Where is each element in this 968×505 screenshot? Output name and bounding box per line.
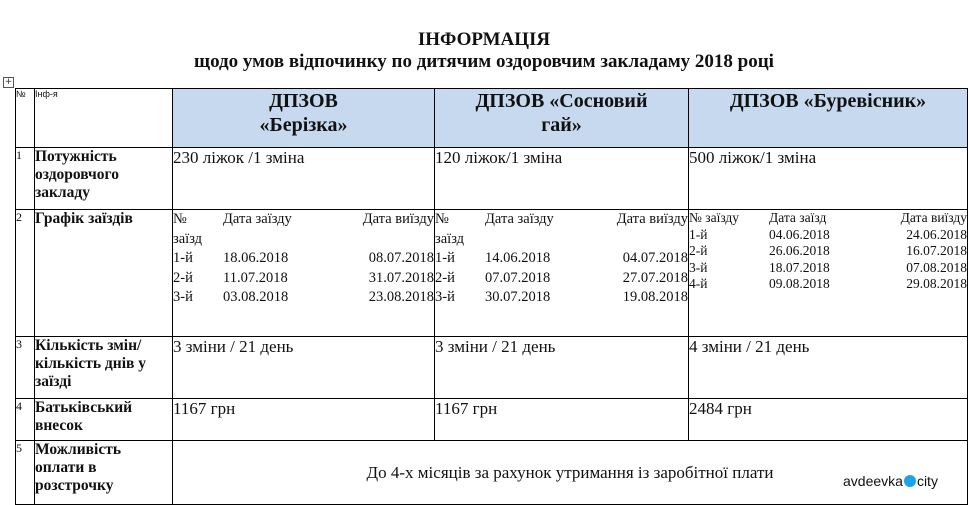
schedule-header-cont [173, 230, 434, 250]
arrival-date: 07.07.2018 [485, 269, 551, 286]
shift-number: 1-й [435, 250, 455, 266]
schedule-col-number: № [173, 211, 187, 227]
arrival-date: 26.06.2018 [769, 243, 830, 258]
row-label: Графік заїздів [35, 210, 173, 337]
arrival-date: 03.08.2018 [223, 289, 289, 305]
camp-name-line2: «Берізка» [259, 114, 348, 136]
watermark-text-part2: city [916, 473, 938, 489]
row-label: Можливість оплати в розстрочку [35, 441, 173, 505]
schedule-row [689, 227, 967, 244]
arrival-date: 11.07.2018 [223, 269, 288, 286]
schedule-header [689, 210, 967, 227]
table-row [16, 337, 968, 399]
departure-date: 27.07.2018 [622, 269, 688, 286]
shift-number: 3-й [173, 289, 193, 305]
schedule-sosnovyi-hai [435, 210, 689, 337]
schedule-row [435, 269, 688, 289]
capacity-sosnovyi-hai: 120 ліжок/1 зміна [435, 148, 689, 210]
shift-number: 3-й [689, 259, 708, 275]
table-move-handle-icon[interactable]: + [4, 77, 13, 87]
departure-date: 23.08.2018 [368, 289, 434, 305]
departure-date: 19.08.2018 [622, 289, 688, 305]
document-subtitle: щодо умов відпочинку по дитячим оздоровчим закладаму 2018 році [194, 51, 774, 72]
arrival-date: 18.06.2018 [223, 250, 289, 266]
watermark-logo [843, 470, 938, 492]
schedule-col-number-cont: заїзд [173, 230, 203, 247]
shift-number: 2-й [435, 269, 455, 286]
row-number: 2 [16, 210, 35, 337]
schedule-row [689, 243, 967, 260]
camp-name-line1: ДПЗОВ «Буревісник» [729, 90, 927, 112]
row-number: 3 [16, 337, 35, 399]
shift-number: 3-й [435, 289, 455, 305]
camp-header-berizka [173, 89, 435, 148]
departure-date: 16.07.2018 [906, 243, 967, 258]
row-label: Кількість змін/кількість днів у заїзді [35, 337, 173, 399]
capacity-berizka: 230 ліжок /1 зміна [173, 148, 435, 210]
arrival-date: 18.07.2018 [769, 259, 830, 275]
schedule-row [173, 269, 434, 289]
camp-name-line1: ДПЗОВ «Сосновий [475, 90, 648, 112]
camp-name-line2: гай» [541, 114, 582, 136]
schedule-burevisnyk [689, 210, 968, 337]
row-label: Батьківський внесок [35, 399, 173, 441]
schedule-header [173, 210, 434, 230]
arrival-date: 04.06.2018 [769, 226, 830, 242]
shifts-burevisnyk: 4 зміни / 21 день [689, 337, 968, 399]
schedule-row [173, 288, 434, 308]
shift-number: 1-й [689, 226, 708, 242]
table-row [16, 148, 968, 210]
schedule-col-number: № [435, 211, 449, 227]
schedule-row [173, 249, 434, 269]
schedule-col-departure: Дата виїзду [362, 211, 434, 227]
table-header-row [16, 89, 968, 148]
row-label: Потужність оздоровчого закладу [35, 148, 173, 210]
schedule-header-cont [435, 230, 688, 250]
schedule-header [435, 210, 688, 230]
schedule-col-departure: Дата виїзду [900, 210, 967, 225]
camp-header-sosnovyi-hai [435, 89, 689, 148]
shift-number: 2-й [689, 243, 708, 258]
schedule-col-departure: Дата виїзду [616, 211, 688, 227]
header-info: Інф-я [35, 89, 173, 148]
shifts-berizka: 3 зміни / 21 день [173, 337, 435, 399]
fee-berizka: 1167 грн [173, 399, 435, 441]
fee-sosnovyi-hai: 1167 грн [435, 399, 689, 441]
departure-date: 08.07.2018 [368, 250, 434, 266]
shift-number: 2-й [173, 269, 193, 286]
arrival-date: 30.07.2018 [485, 289, 551, 305]
row-number: 5 [16, 441, 35, 505]
schedule-col-number-cont: заїзд [435, 230, 465, 247]
shifts-sosnovyi-hai: 3 зміни / 21 день [435, 337, 689, 399]
table-row [16, 210, 968, 337]
document-title: ІНФОРМАЦІЯ [417, 29, 551, 50]
fee-burevisnyk: 2484 грн [689, 399, 968, 441]
installment-info: До 4-х місяців за рахунок утримання із заробітної плати [173, 441, 968, 505]
watermark-dot-icon [904, 475, 916, 487]
departure-date: 04.07.2018 [622, 250, 688, 266]
camp-name-line1: ДПЗОВ [269, 90, 338, 112]
camp-header-burevisnyk [689, 89, 968, 148]
row-number: 4 [16, 399, 35, 441]
header-number: № [16, 89, 35, 148]
departure-date: 07.08.2018 [906, 259, 967, 275]
departure-date: 24.06.2018 [906, 226, 967, 242]
schedule-col-arrival: Дата заїзду [223, 211, 292, 227]
watermark-text-part1: avdeevka [843, 473, 903, 489]
arrival-date: 09.08.2018 [769, 276, 830, 291]
schedule-row [689, 276, 967, 293]
shift-number: 1-й [173, 250, 193, 266]
table-row [16, 441, 968, 505]
arrival-date: 14.06.2018 [485, 250, 551, 266]
schedule-row [435, 249, 688, 269]
departure-date: 31.07.2018 [368, 269, 434, 286]
departure-date: 29.08.2018 [906, 276, 967, 291]
schedule-col-number: № заїзду [689, 210, 740, 225]
row-number: 1 [16, 148, 35, 210]
capacity-burevisnyk: 500 ліжок/1 зміна [689, 148, 968, 210]
schedule-col-arrival: Дата заїзду [485, 211, 554, 227]
info-table [15, 88, 968, 505]
schedule-berizka [173, 210, 435, 337]
schedule-col-arrival: Дата заїзд [769, 210, 827, 225]
table-row [16, 399, 968, 441]
shift-number: 4-й [689, 276, 708, 291]
schedule-row [435, 288, 688, 308]
schedule-row [689, 260, 967, 277]
